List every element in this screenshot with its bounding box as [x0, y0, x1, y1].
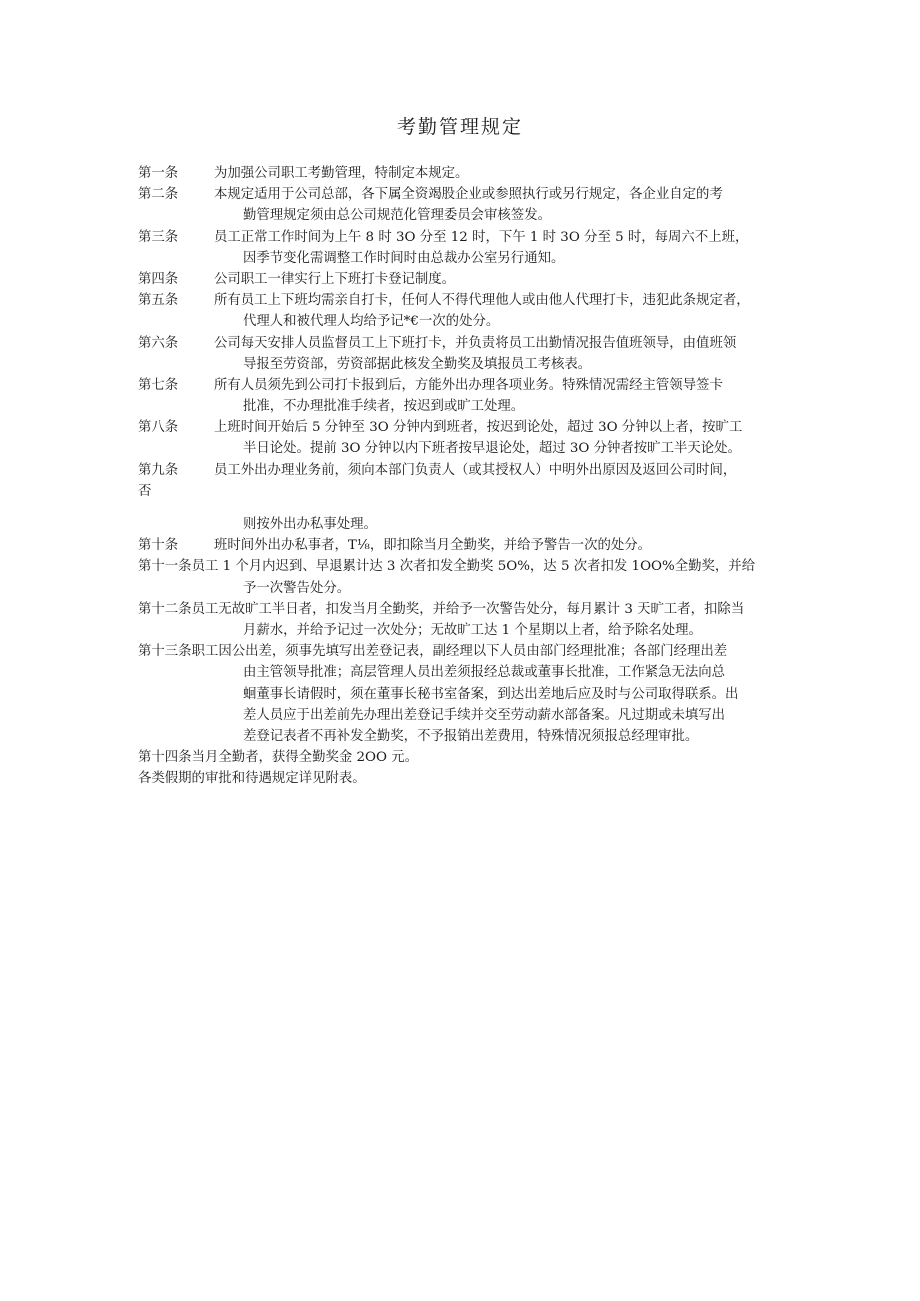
article-11-line-2: 予一次警告处分。	[243, 580, 351, 596]
article-3-line-2: 因季节变化需调整工作时间时由总裁办公室另行通知。	[243, 250, 565, 266]
article-13-line-5: 差登记表者不再补发全勤奖，不予报销出差费用，特殊情况须报总经理审批。	[243, 728, 699, 744]
article-8-line-2: 半日论处。提前 3O 分钟以内下班者按早退论处，超过 3O 分钟者按旷工半天论处。	[243, 441, 741, 457]
article-label: 第五条	[138, 293, 179, 309]
article-5-line-2: 代理人和被代理人均给予记*€一次的处分。	[243, 314, 500, 330]
article-6-line-2: 导报至劳资部，劳资部据此核发全勤奖及填报员工考核表。	[243, 356, 592, 372]
article-9-tail: 否	[138, 483, 152, 499]
article-text: 所有员工上下班均需亲自打卡，任何人不得代理他人或由他人代理打卡，违犯此条规定者，	[214, 293, 750, 309]
document-body	[138, 163, 788, 789]
article-8-line-1	[138, 417, 788, 438]
article-7-line-1	[138, 375, 788, 396]
article-9-line-1	[138, 460, 788, 481]
article-label: 第十四条	[138, 750, 192, 766]
article-text: 当月全勤者，获得全勤奖金 2OO 元。	[191, 750, 419, 766]
article-text: 班时间外出办私事者，T⅛，即扣除当月全勤奖，并给予警告一次的处分。	[214, 538, 652, 554]
article-label: 第四条	[138, 271, 179, 287]
article-text: 公司每天安排人员监督员工上下班打卡，并负责将员工出勤情况报告值班领导，由值班领	[214, 335, 737, 351]
article-9-line-2: 则按外出办私事处理。	[243, 517, 377, 532]
article-text: 员工外出办理业务前，须向本部门负责人（或其授权人）中明外出原因及返回公司时间，	[214, 462, 737, 478]
article-text: 员工无故旷工半日者，扣发当月全勤奖，并给予一次警告处分，每月累计 3 天旷工者，扣除当	[191, 601, 745, 617]
article-label: 第十条	[138, 538, 179, 554]
article-text: 本规定适用于公司总部，各下属全资竭股企业或参照执行或另行规定，各企业自定的考	[214, 187, 723, 203]
article-13-line-4: 差人员应于出差前先办理出差登记手续并交至劳动薪水部备案。凡过期或未填写出	[243, 707, 726, 723]
article-10-line-1	[138, 535, 788, 556]
article-13-line-3: 蛔董事长请假时，须在董事长秘书室备案，到达出差地后应及时与公司取得联系。出	[243, 686, 739, 702]
article-4-line-1	[138, 269, 788, 290]
article-label: 第十二条	[138, 601, 192, 617]
article-text: 公司职工一律实行上下班打卡登记制度。	[214, 271, 456, 287]
article-label: 第六条	[138, 335, 179, 351]
article-text: 所有人员须先到公司打卡报到后，方能外出办理各项业务。特殊情况需经主管领导签卡	[214, 377, 723, 393]
article-text: 上班时间开始后 5 分钟至 3O 分钟内到班者，按迟到论处，超过 3O 分钟以上者，按旷工	[214, 420, 743, 436]
article-label: 第三条	[138, 229, 179, 245]
article-13-line-1	[138, 641, 788, 662]
article-2-line-2: 勤管理规定须由总公司规范化管理委员会审核签发。	[243, 208, 551, 224]
article-text: 职工因公出差，须事先填写出差登记表，副经理以下人员由部门经理批准；各部门经理出差	[191, 644, 728, 660]
article-2-line-1	[138, 184, 788, 205]
closing-note: 各类假期的审批和待遇规定详见附表。	[138, 771, 366, 787]
article-12-line-2: 月薪水，并给予记过一次处分；无故旷工达 1 个星期以上者，给予除名处理。	[243, 622, 702, 638]
article-label: 第九条	[138, 462, 179, 478]
article-label: 第十三条	[138, 644, 192, 660]
article-11-line-1	[138, 556, 788, 577]
article-label: 第一条	[138, 166, 179, 181]
article-14-line-1	[138, 747, 788, 768]
article-5-line-1	[138, 290, 788, 311]
article-12-line-1	[138, 599, 788, 620]
article-text: 为加强公司职工考勤管理，特制定本规定。	[214, 166, 469, 181]
article-label: 第八条	[138, 420, 179, 436]
article-label: 第七条	[138, 377, 179, 393]
article-1-line-1	[138, 163, 788, 184]
article-13-line-2: 由主管领导批准；高层管理人员出差须报经总裁或董事长批准，工作紧急无法向总	[243, 665, 726, 681]
article-text: 员工 1 个月内迟到、早退累计达 3 次者扣发全勤奖 5O%，达 5 次者扣发 1OO%全勤奖，并给	[191, 559, 756, 575]
article-text: 员工正常工作时间为上午 8 时 3O 分至 12 时，下午 1 时 3O 分至 5 时，每周六不上班，	[214, 229, 749, 245]
article-3-line-1	[138, 227, 788, 248]
article-7-line-2: 批准，不办理批准手续者，按迟到或旷工处理。	[243, 399, 525, 415]
article-label: 第十一条	[138, 559, 192, 575]
article-6-line-1	[138, 333, 788, 354]
article-label: 第二条	[138, 187, 179, 203]
document-title: 考勤管理规定	[396, 116, 523, 138]
